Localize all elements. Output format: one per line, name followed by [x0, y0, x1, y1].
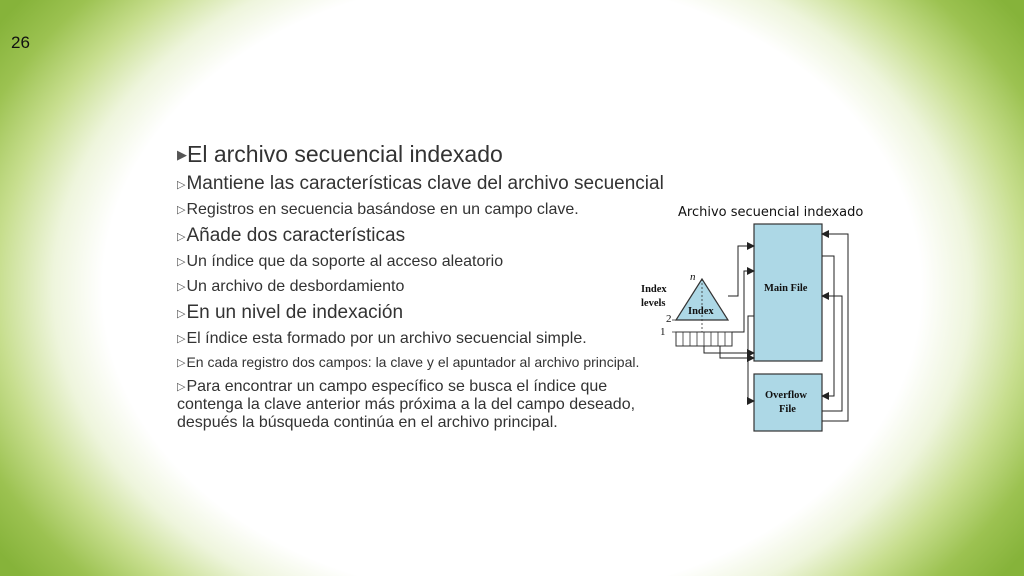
indexed-sequential-diagram — [620, 196, 920, 446]
n-label: n — [690, 271, 696, 283]
bullet-text: Para encontrar un campo específico se busca el índice que contenga la clave anterior más próxima a la del campo deseado, después la búsqueda continúa en el archivo principal. — [177, 378, 636, 431]
bullet-text: En cada registro dos campos: la clave y el apuntador al archivo principal. — [186, 354, 640, 370]
main-file-label: Main File — [764, 283, 808, 294]
index-to-main-arrow — [720, 346, 754, 358]
hollow-arrow-icon: ▷ — [177, 308, 186, 320]
overflow-to-main-arrow — [822, 234, 848, 421]
bullet-item — [177, 226, 677, 247]
index-levels-label: Index — [641, 284, 667, 295]
filled-arrow-icon: ▶ — [177, 147, 187, 162]
level-2-label: 2 — [666, 313, 672, 325]
index-to-main-arrow — [704, 346, 754, 353]
hollow-arrow-icon: ▷ — [177, 256, 186, 268]
hollow-arrow-icon: ▷ — [177, 231, 186, 243]
bullet-item — [177, 330, 677, 348]
bullet-item — [177, 253, 677, 271]
level-1-label: 1 — [660, 326, 666, 338]
overflow-file-label: File — [779, 404, 796, 415]
index-to-main-arrow — [732, 271, 754, 332]
bullet-text: Añade dos características — [186, 225, 406, 246]
overflow-file-box — [754, 374, 822, 431]
hollow-arrow-icon: ▷ — [177, 381, 186, 393]
hollow-arrow-icon: ▷ — [177, 357, 186, 369]
bullet-text: Registros en secuencia basándose en un campo clave. — [186, 201, 579, 218]
bullet-item — [177, 278, 677, 296]
diagram-title: Archivo secuencial indexado — [678, 205, 864, 220]
overflow-to-main-arrow — [822, 296, 842, 411]
index-label: Index — [688, 306, 714, 317]
slide-number: 26 — [11, 33, 30, 52]
bullet-text: El índice esta formado por un archivo secuencial simple. — [186, 330, 587, 347]
hollow-arrow-icon: ▷ — [177, 204, 186, 216]
hollow-arrow-icon: ▷ — [177, 333, 186, 345]
bullet-text: Mantiene las características clave del archivo secuencial — [186, 173, 664, 194]
bullet-item — [177, 378, 677, 432]
bullet-item — [177, 303, 677, 324]
main-to-overflow-arrow — [822, 256, 834, 396]
bullet-text: El archivo secuencial indexado — [187, 141, 503, 167]
bullet-item — [177, 201, 677, 219]
diagram-graphic — [620, 196, 920, 446]
bullet-text: Un índice que da soporte al acceso aleatorio — [186, 253, 504, 270]
bullet-text: Un archivo de desbordamiento — [186, 278, 405, 295]
hollow-arrow-icon: ▷ — [177, 281, 186, 293]
overflow-file-label: Overflow — [765, 390, 807, 401]
bullet-item — [177, 355, 677, 371]
hollow-arrow-icon: ▷ — [177, 179, 186, 191]
bullet-list — [177, 140, 677, 439]
bullet-title — [177, 140, 677, 169]
index-levels-label: levels — [641, 298, 666, 309]
bullet-item — [177, 174, 677, 195]
bullet-text: En un nivel de indexación — [186, 302, 404, 323]
